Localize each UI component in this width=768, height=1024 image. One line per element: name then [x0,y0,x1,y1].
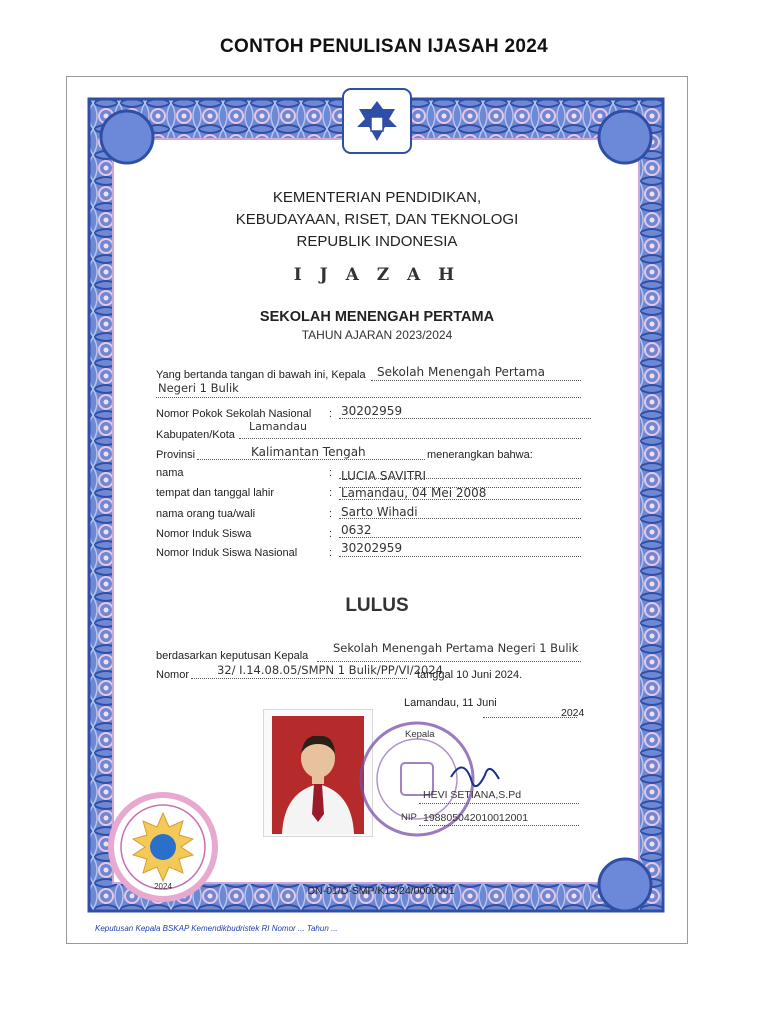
npsn-value: 30202959 [341,404,403,418]
signature-place-date: Lamandau, 11 Juni [404,697,497,709]
menerangkan-text: menerangkan bahwa: [427,449,533,461]
footnote: Keputusan Kepala BSKAP Kemendikbudristek RI Nomor ... Tahun ... [95,924,338,933]
nip-label: NIP [401,812,417,823]
ttl-value: Lamandau, 04 Mei 2008 [341,486,487,500]
document-number: DN-01/D-SMP/K13/24/0000001 [307,885,455,897]
school-year: TAHUN AJARAN 2023/2024 [301,328,453,342]
signature-name: HEVI SETIANA,S.Pd [423,789,522,801]
nisn-value: 30202959 [341,541,403,555]
page-heading: CONTOH PENULISAN IJASAH 2024 [220,36,548,57]
decision-label: berdasarkan keputusan Kepala [156,650,309,662]
school-stamp [339,717,509,847]
kabupaten-value: Lamandau [249,420,307,433]
colon: : [329,467,333,479]
seal-logo [107,791,219,903]
dotted-line [371,380,581,381]
colon: : [329,547,333,559]
dotted-line [239,438,581,439]
decision-nomor-value: 32/ I.14.08.05/SMPN 1 Bulik/PP/VI/2024 [217,663,443,677]
colon: : [329,408,333,420]
nama-label: nama [156,467,184,479]
ortu-label: nama orang tua/wali [156,508,256,520]
dotted-line [156,397,581,398]
npsn-label: Nomor Pokok Sekolah Nasional [156,408,312,420]
signature-role: Kepala [405,729,435,740]
decision-nomor-label: Nomor [156,669,190,681]
colon: : [329,508,333,520]
certificate-sheet [66,76,688,944]
nisn-label: Nomor Induk Siswa Nasional [156,547,298,559]
ministry-header [67,187,687,253]
signature-year: 2024 [561,707,585,719]
ministry-line-2: KEBUDAYAAN, RISET, DAN TEKNOLOGI [235,211,519,228]
kabupaten-label: Kabupaten/Kota [156,429,235,441]
dotted-line [419,825,579,826]
nis-label: Nomor Induk Siswa [156,528,252,540]
colon: : [329,487,333,499]
nama-value: LUCIA SAVITRI [341,469,427,483]
certificate-title: I J A Z A H [293,265,461,285]
nip-value: 198805042010012001 [423,812,529,824]
dotted-line [419,803,579,804]
school-level: SEKOLAH MENENGAH PERTAMA [259,309,495,325]
dotted-line [339,556,581,557]
colon: : [329,528,333,540]
ortu-value: Sarto Wihadi [341,505,418,519]
ministry-line-1: KEMENTERIAN PENDIDIKAN, [272,189,482,206]
dotted-line [317,661,581,662]
result-status: LULUS [345,595,409,616]
dotted-line [339,518,581,519]
dotted-line [339,499,581,500]
provinsi-value: Kalimantan Tengah [251,445,366,459]
statement-label: Yang bertanda tangan di bawah ini, Kepala [156,369,366,381]
provinsi-label: Provinsi [156,449,196,461]
ministry-line-3: REPUBLIK INDONESIA [296,233,458,250]
dotted-line [191,678,407,679]
dotted-line [339,537,581,538]
dotted-line [197,459,425,460]
nis-value: 0632 [341,523,372,537]
dotted-line [339,418,591,419]
statement-value-line1: Sekolah Menengah Pertama [377,365,545,379]
certificate-body [67,77,687,943]
statement-value-line2: Negeri 1 Bulik [158,381,239,395]
decision-value: Sekolah Menengah Pertama Negeri 1 Bulik [333,641,579,655]
seal-year: 2024 [154,882,172,891]
decision-date: tanggal 10 Juni 2024. [417,669,523,681]
signature-scribble [451,767,499,786]
ttl-label: tempat dan tanggal lahir [156,487,275,499]
